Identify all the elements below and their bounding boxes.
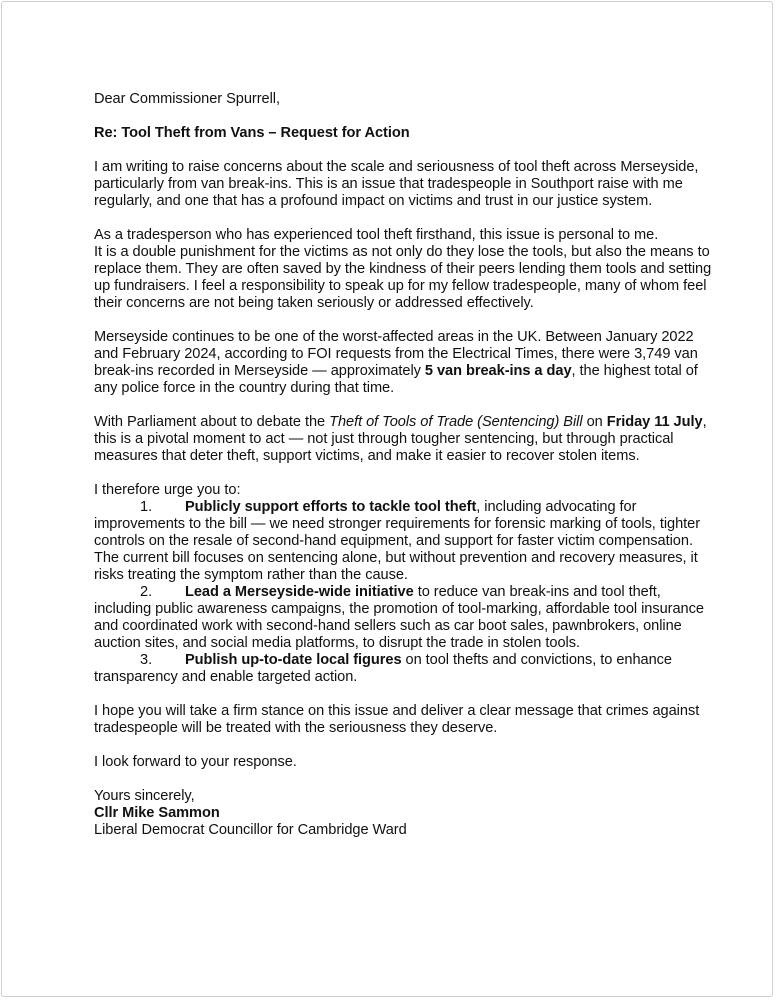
paragraph-response: I look forward to your response.	[94, 754, 297, 770]
list-item-text: on tool thefts and convictions, to enhance transparency and enable targeted action.	[94, 652, 672, 685]
list-number: 3.	[140, 652, 153, 668]
statistics-text-b: , the highest total of any police force in the country during that time.	[94, 363, 698, 396]
bill-title: Theft of Tools of Trade (Sentencing) Bill	[329, 414, 583, 430]
signatory-name: Cllr Mike Sammon	[94, 805, 220, 821]
list-item-heading: Lead a Merseyside-wide initiative	[185, 584, 414, 600]
list-item	[94, 584, 714, 652]
list-number: 1.	[140, 499, 153, 515]
list-item-heading: Publish up-to-date local figures	[185, 652, 402, 668]
statistics-text-a: Merseyside continues to be one of the worst-affected areas in the UK. Between January 2022 and February 2024, according to FOI requests from the Electrical Times, there were 3,749 van break-ins recorded in Merseyside — approximately	[94, 329, 698, 379]
signatory-role: Liberal Democrat Councillor for Cambridge Ward	[94, 822, 407, 838]
subject-line: Re: Tool Theft from Vans – Request for Action	[94, 125, 410, 141]
personal-rest: It is a double punishment for the victims as not only do they lose the tools, but also the means to replace them. They are often saved by the kindness of their peers lending them tools and setting up fundraisers. I feel a responsibility to speak up for my fellow tradespeople, many of whom feel their concerns are not being taken seriously or addressed effectively.	[94, 244, 712, 311]
letter-page	[1, 1, 773, 997]
parliament-text-c: , this is a pivotal moment to act — not just through tougher sentencing, but through practical measures that deter theft, support victims, and make it easier to recover stolen items.	[94, 414, 707, 464]
parliament-text-b: on	[582, 414, 607, 430]
statistics-highlight: 5 van break-ins a day	[424, 363, 572, 379]
closing: Yours sincerely,	[94, 788, 195, 804]
request-list	[94, 499, 714, 686]
parliament-text-a: With Parliament about to debate the	[94, 414, 330, 430]
list-number: 2.	[140, 584, 153, 600]
paragraph-conclusion: I hope you will take a firm stance on this issue and deliver a clear message that crimes against tradespeople will be treated with the seriousness they deserve.	[94, 703, 700, 736]
list-item	[94, 652, 714, 686]
list-item-text: , including advocating for improvements to the bill — we need stronger requirements for forensic marking of tools, tighter controls on the resale of second-hand equipment, and support for faster victim compensation. The current bill focuses on sentencing alone, but without prevention and recovery measures, it risks treating the symptom rather than the cause.	[94, 499, 701, 583]
paragraph-parliament	[94, 414, 714, 465]
personal-first-line: As a tradesperson who has experienced tool theft firsthand, this issue is personal to me.	[94, 227, 659, 243]
salutation: Dear Commissioner Spurrell,	[94, 91, 280, 107]
letter-body	[94, 91, 714, 839]
list-item	[94, 499, 714, 584]
paragraph-intro: I am writing to raise concerns about the scale and seriousness of tool theft across Merseyside, particularly from van break-ins. This is an issue that tradespeople in Southport raise with me regularly, and one that has a profound impact on victims and trust in our justice system.	[94, 159, 699, 209]
list-item-text: to reduce van break-ins and tool theft, including public awareness campaigns, the promotion of tool-marking, affordable tool insurance and coordinated work with second-hand sellers such as car boot sales, pawnbrokers, online auction sites, and social media platforms, to disrupt the trade in stolen tools.	[94, 584, 704, 651]
paragraph-personal	[94, 227, 714, 312]
paragraph-statistics	[94, 329, 714, 397]
debate-date: Friday 11 July	[606, 414, 703, 430]
list-item-heading: Publicly support efforts to tackle tool theft	[185, 499, 477, 515]
urge-intro: I therefore urge you to:	[94, 482, 241, 498]
